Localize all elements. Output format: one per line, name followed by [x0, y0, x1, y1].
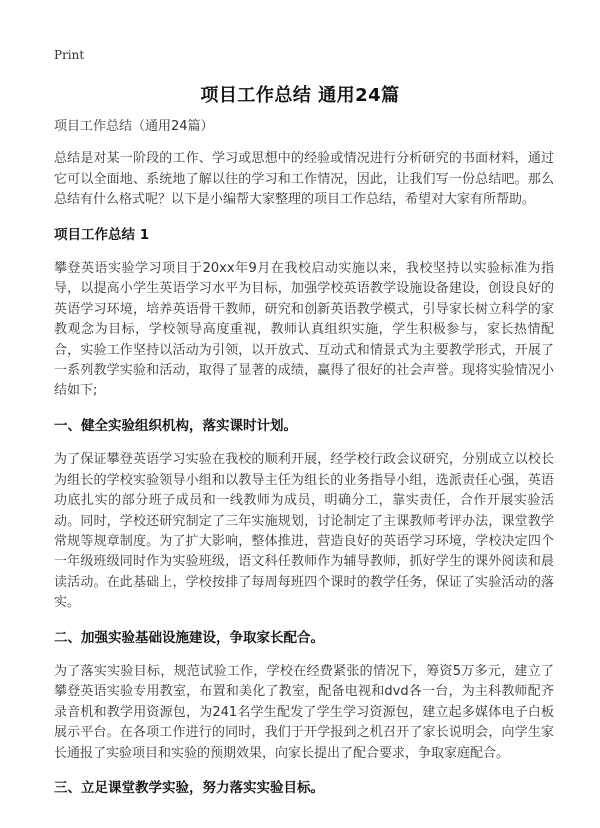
document-subtitle: 项目工作总结（通用24篇） [54, 119, 214, 134]
intro-paragraph: 总结是对某一阶段的工作、学习或思想中的经验或情况进行分析研究的书面材料，通过它可以全面地、系统地了解以往的学习和工作情况，因此，让我们写一份总结吧。那么总结有什么格式呢？以下是小编帮大家整理的项目工作总结，希望对大家有所帮助。 [54, 151, 554, 208]
subsection-heading-organization: 一、健全实验组织机构，落实课时计划。 [54, 417, 297, 434]
section-1-paragraph: 攀登英语实验学习项目于20xx年9月在我校启动实施以来，我校坚持以实验标准为指导，以提高小学生英语学习水平为目标，加强学校英语教学设施设备建设，创设良好的英语学习环境，培养英语骨干教师，研究和创新英语教学模式，引导家长树立科学的家教观念为目标，学校领导高度重视，教师认真组织实施，学生积极参与，家长热情配合，实验工作坚持以活动为引领，以开放式、互动式和情景式为主要教学形式，开展了一系列教学实验和活动，取得了显著的成绩，赢得了很好的社会声誉。现将实验情况小结如下; [54, 261, 554, 399]
print-link[interactable]: Print [54, 48, 85, 62]
page-title: 项目工作总结 通用24篇 [200, 85, 400, 106]
subsection-heading-facilities: 二、加强实验基础设施建设，争取家长配合。 [54, 629, 324, 646]
section-heading-1: 项目工作总结 1 [54, 226, 150, 243]
subsection-heading-classroom: 三、立足课堂教学实验，努力落实实验目标。 [54, 779, 324, 796]
organization-paragraph: 为了保证攀登英语学习实验在我校的顺利开展，经学校行政会议研究，分别成立以校长为组长的学校实验领导小组和以教导主任为组长的业务指导小组，选派责任心强，英语功底扎实的部分班子成员和一线教师为成员，明确分工，靠实责任，合作开展实验活动。同时，学校还研究制定了三年实施规划，讨论制定了主课教师考评办法，课堂教学常规等规章制度。为了扩大影响，整体推进，营造良好的英语学习环境，学校决定四个一年级班级同时作为实验班级，语文科任教师作为辅导教师，抓好学生的课外阅读和晨读活动。在此基础上，学校按排了每周每班四个课时的教学任务，保证了实验活动的落实。 [54, 452, 554, 611]
facilities-paragraph: 为了落实实验目标，规范试验工作，学校在经费紧张的情况下，筹资5万多元，建立了攀登英语实验专用教室，布置和美化了教室，配备电视和dvd各一台，为主科教师配齐录音机和教学用资源包，为241名学生配发了学生学习资源包，建立起多媒体电子白板展示平台。在各项工作进行的同时，我们于开学报到之机召开了家长说明会，向学生家长通报了实验项目和实验的预期效果，向家长提出了配合要求，争取家庭配合。 [54, 663, 554, 761]
document-body [54, 117, 554, 812]
